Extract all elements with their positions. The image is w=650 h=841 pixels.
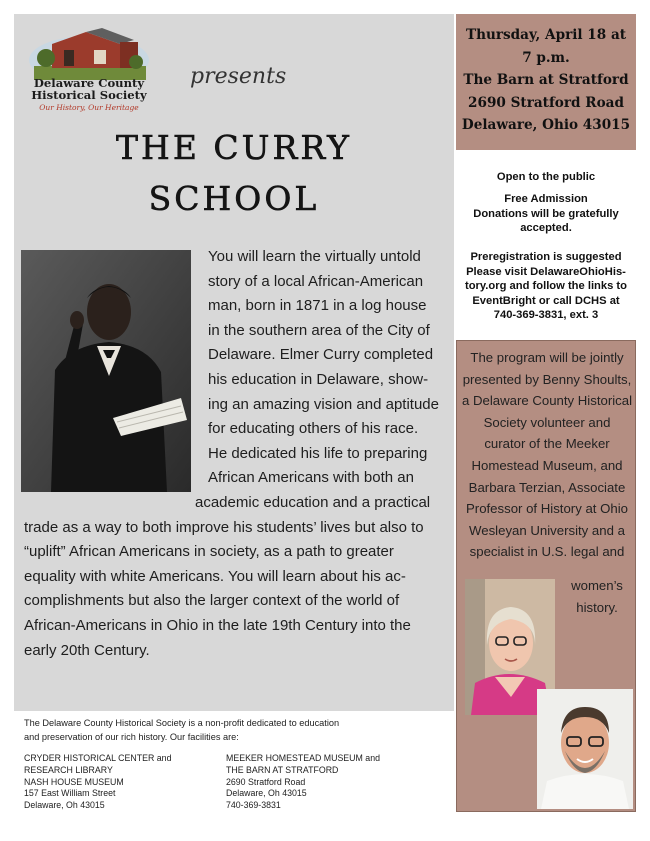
presenter-line: Professor of History at Ohio [466,501,628,517]
prereg-line: Preregistration is suggested [470,251,622,263]
presenter-line: Wesleyan University and a [469,522,625,538]
body-text-line: Delaware. Elmer Curry completed [208,346,434,364]
page-title-line1: THE CURRY [116,128,352,167]
society-logo [24,22,154,114]
event-time-line: 7 p.m. [522,49,570,66]
presenter-line: women’s [571,578,623,593]
body-text-line: “uplift” African Americans in society, as a path to greater [24,543,394,561]
footer-line: RESEARCH LIBRARY [24,764,113,775]
event-city-line: Delaware, Ohio 43015 [461,117,631,133]
presents-text: presents [190,64,287,89]
presenter-line: history. [576,599,618,615]
footer-facility-meeker [226,753,416,812]
presenter-line: The program will be jointly [470,350,624,365]
footer-line: Delaware, Oh 43015 [24,800,105,811]
elmer-curry-portrait [21,250,191,492]
event-street-line: 2690 Stratford Road [468,94,624,111]
body-text-line: early 20th Century. [24,641,150,659]
admission-text [466,192,626,236]
benny-shoults-photo [537,689,633,809]
presenter-line: a Delaware County Historical [461,393,633,409]
prereg-line: Please visit DelawareOhioHis- [466,265,626,278]
body-text-line: African-Americans in Ohio in the late 19th Century into the [24,617,411,634]
logo-society-name [24,78,154,101]
preregistration-text [464,250,628,323]
presenter-info-box [456,340,636,812]
body-text-line: in the southern area of the City of [208,321,430,339]
footer-intro-line: and preservation of our rich history. Our facilities are: [24,732,239,743]
event-date-line: Thursday, April 18 at [465,27,627,43]
prereg-line: EventBright or call DCHS at [472,294,620,307]
barn-logo-icon [24,22,154,80]
admission-line: accepted. [520,222,572,234]
footer-facility-cryder [24,753,214,812]
presenter-line: curator of the Meeker [484,436,610,452]
open-to-public-text: Open to the public [496,171,596,183]
footer-line: Delaware, Oh 43015 [226,788,307,799]
presenter-line: Society volunteer and [483,414,611,430]
presenter-line: specialist in U.S. legal and [469,544,625,560]
footer-line: 740-369-3831 [226,800,281,811]
admission-info-box [456,150,636,340]
body-text-line: equality with white Americans. You will learn about his ac- [24,567,406,585]
body-text-line: academic education and a practical [195,494,431,511]
admission-line: Free Admission [504,193,588,205]
right-column [456,14,636,812]
prereg-line: tory.org and follow the links to [464,280,627,292]
footer-line: MEEKER HOMESTEAD MUSEUM and [226,753,380,763]
page-title-line2: SCHOOL [148,179,320,218]
body-text-line: complishments but also the larger context of the world of [24,592,400,610]
admission-line: Donations will be gratefully [473,207,619,220]
body-text-line: He dedicated his life to preparing [208,444,428,462]
body-text-line: story of a local African-American [208,272,424,290]
logo-tagline: Our History, Our Heritage [39,103,139,112]
footer-line: THE BARN AT STRATFORD [226,764,339,775]
logo-name-line: Delaware County [33,76,145,90]
event-details-box [456,14,636,150]
body-text-line: man, born in 1871 in a log house [208,297,427,315]
body-text-line: ing an amazing vision and aptitude [208,395,439,413]
body-text-line: his education in Delaware, show- [208,371,429,388]
footer-intro-line: The Delaware County Historical Society is a non-profit dedicated to education [24,718,340,728]
event-venue-line: The Barn at Stratford [463,72,629,88]
presenter-text-tail [561,575,633,618]
footer-line: CRYDER HISTORICAL CENTER and [24,753,172,763]
body-text-line: for educating others of his race. [208,420,419,438]
footer-line: 2690 Stratford Road [226,776,306,787]
presenter-text [461,347,633,563]
footer-line: 157 East William Street [24,788,116,799]
body-text-line: You will learn the virtually untold [208,248,421,265]
body-text-line: trade as a way to both improve his students’ lives but also to [24,518,424,536]
logo-name-line: Historical Society [31,87,147,102]
prereg-line: 740-369-3831, ext. 3 [493,309,599,321]
presenter-line: Homestead Museum, and [471,457,623,473]
footer-line: NASH HOUSE MUSEUM [24,776,124,787]
presenter-line: Barbara Terzian, Associate [468,479,626,495]
presenter-line: presented by Benny Shoults, [462,371,632,387]
body-text-line: African Americans with both an [208,469,414,487]
footer-intro [24,716,444,745]
